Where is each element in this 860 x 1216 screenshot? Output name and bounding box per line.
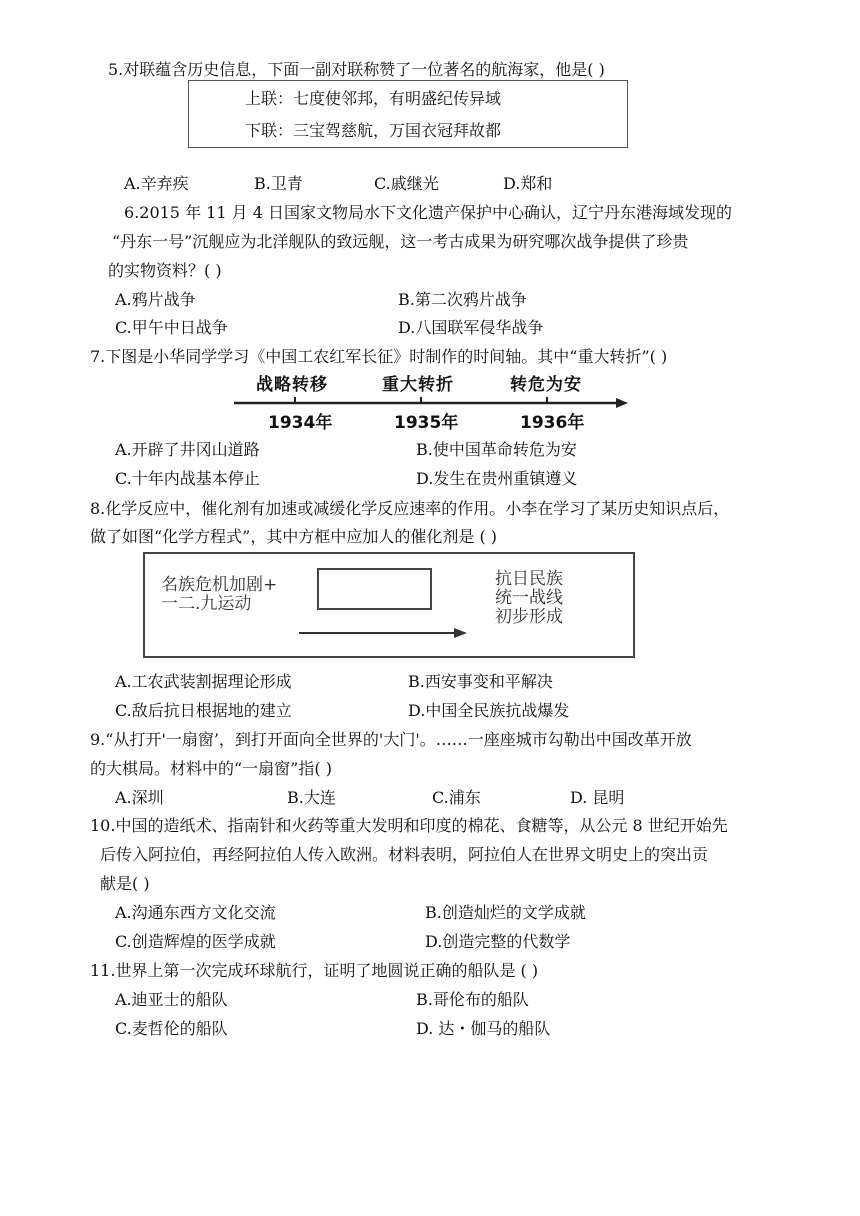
q6-stem-line1: 6.2015 年 11 月 4 日国家文物局水下文化遗产保护中心确认，辽宁丹东港海域发现的 [124,203,732,222]
diagram-left-line2: 一二.九运动 [161,594,252,614]
q11-option-a[interactable]: A.迪亚士的船队 [115,990,228,1009]
q11-option-d[interactable]: D. 达・伽马的船队 [416,1019,551,1038]
q8-stem-line2: 做了如图“化学方程式”，其中方框中应加人的催化剂是 ( ) [90,527,498,546]
q5-option-b[interactable]: B.卫青 [254,174,303,193]
q11-stem: 11.世界上第一次完成环球航行，证明了地圆说正确的船队是 ( ) [90,961,539,980]
q8-option-b[interactable]: B.西安事变和平解决 [408,672,553,691]
q10-stem-line1: 10.中国的造纸术、指南针和火药等重大发明和印度的棉花、食糖等，从公元 8 世纪开始先 [90,816,728,835]
diagram-left-line1: 名族危机加剧+ [161,575,278,595]
q5-stem: 5.对联蕴含历史信息，下面一副对联称赞了一位著名的航海家，他是( ) [108,60,605,79]
q5-option-a[interactable]: A.辛弃疾 [124,174,189,193]
q10-option-d[interactable]: D.创造完整的代数学 [425,932,571,951]
q6-option-a[interactable]: A.鸦片战争 [115,290,196,309]
timeline-year-1: 1934年 [268,413,333,433]
timeline-year-3: 1936年 [520,413,585,433]
q10-option-a[interactable]: A.沟通东西方文化交流 [115,903,276,922]
timeline-label-3: 转危为安 [510,375,582,395]
timeline-label-2: 重大转折 [382,375,454,395]
diagram-right-line3: 初步形成 [495,607,563,627]
q7-option-a[interactable]: A.开辟了井冈山道路 [115,440,260,459]
q6-option-c[interactable]: C.甲午中日战争 [115,318,228,337]
q11-option-c[interactable]: C.麦哲伦的船队 [115,1019,228,1038]
timeline-year-2: 1935年 [394,413,459,433]
chemical-equation-diagram [143,552,635,658]
q10-option-b[interactable]: B.创造灿烂的文学成就 [425,903,586,922]
q6-option-d[interactable]: D.八国联军侵华战争 [398,318,544,337]
q10-stem-line2: 后传入阿拉伯，再经阿拉伯人传入欧洲。材料表明，阿拉伯人在世界文明史上的突出贡 [100,845,709,864]
q9-stem-line2: 的大棋局。材料中的“一扇窗”指( ) [90,759,332,778]
q5-option-c[interactable]: C.戚继光 [374,174,439,193]
diagram-right-line2: 统一战线 [495,588,563,608]
reaction-arrow [299,626,469,640]
q9-option-b[interactable]: B.大连 [287,788,336,807]
q8-option-a[interactable]: A.工农武装割据理论形成 [115,672,292,691]
q10-option-c[interactable]: C.创造辉煌的医学成就 [115,932,276,951]
q7-option-d[interactable]: D.发生在贵州重镇遵义 [416,469,578,488]
q10-stem-line3: 献是( ) [100,874,150,893]
catalyst-blank-box [317,568,432,610]
q9-option-c[interactable]: C.浦东 [432,788,481,807]
q9-stem-line1: 9.“从打开'一扇窗’，到打开面向全世界的'大门'。……一座座城市勾勒出中国改革开放 [90,730,692,749]
q9-option-a[interactable]: A.深圳 [115,788,164,807]
q7-option-b[interactable]: B.使中国革命转危为安 [416,440,577,459]
diagram-right-line1: 抗日民族 [495,569,563,589]
couplet-upper: 上联：七度使邻邦，有明盛纪传异域 [245,89,502,108]
q9-option-d[interactable]: D. 昆明 [570,788,625,807]
timeline-label-1: 战略转移 [256,375,328,395]
q7-option-c[interactable]: C.十年内战基本停止 [115,469,260,488]
q5-option-d[interactable]: D.郑和 [503,174,553,193]
couplet-lower: 下联：三宝驾慈航，万国衣冠拜故都 [245,121,502,140]
q6-option-b[interactable]: B.第二次鸦片战争 [398,290,527,309]
q11-option-b[interactable]: B.哥伦布的船队 [416,990,529,1009]
couplet-box [188,80,628,148]
q8-stem-line1: 8.化学反应中，催化剂有加速或减缓化学反应速率的作用。小李在学习了某历史知识点后， [90,499,730,518]
q8-option-d[interactable]: D.中国全民族抗战爆发 [408,701,570,720]
q8-option-c[interactable]: C.敌后抗日根据地的建立 [115,701,292,720]
q6-stem-line2: “丹东一号”沉舰应为北洋舰队的致远舰，这一考古成果为研究哪次战争提供了珍贵 [112,232,689,251]
q7-stem: 7.下图是小华同学学习《中国工农红军长征》时制作的时间轴。其中“重大转折”( ) [90,347,668,366]
q6-stem-line3: 的实物资料？( ) [108,261,222,280]
timeline-figure [228,370,628,432]
